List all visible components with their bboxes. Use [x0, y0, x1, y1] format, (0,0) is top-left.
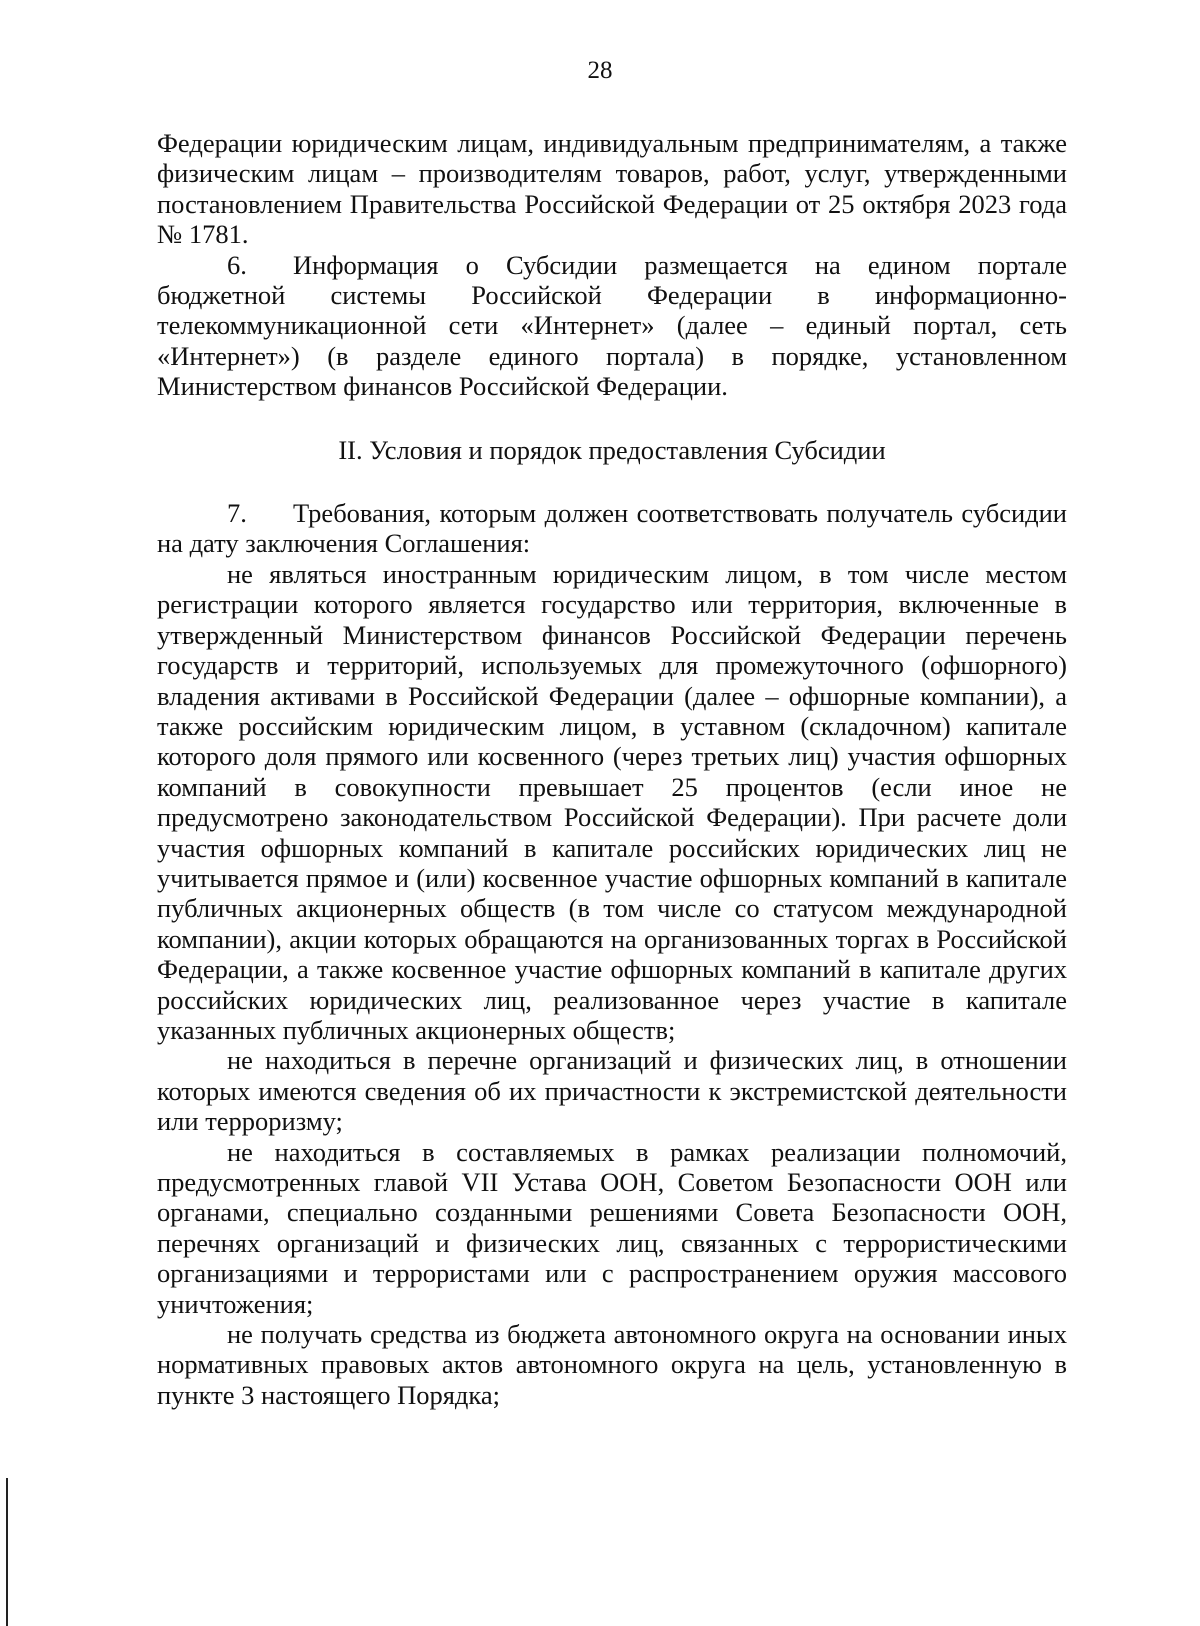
requirement-offshore: не являться иностранным юридическим лицом, в том числе местом регистрации которого является государство или территория, включенные в утвержденный Министерством финансов Российской Федерации перечень государств и территорий, используемых для промежуточного (офшорного) владения активами в Российской Федерации (далее – офшорные компании), а также российским юридическим лицом, в уставном (складочном) капитале которого доля прямого или косвенного (через третьих лиц) участия офшорных компаний в совокупности превышает 25 процентов (если иное не предусмотрено законодательством Российской Федерации). При расчете доли участия офшорных компаний в капитале российских юридических лиц не учитывается прямое и (или) косвенное участие офшорных компаний в капитале публичных акционерных обществ (в том числе со статусом международной компании), акции которых обращаются на организованных торгах в Российской Федерации, а также косвенное участие офшорных компаний в капитале других российских юридических лиц, реализованное через участие в капитале указанных публичных акционерных обществ;	[157, 558, 1067, 1045]
paragraph-7-text: Требования, которым должен соответствовать получатель субсидии на дату заключения Соглашения:	[157, 498, 1067, 559]
paragraph-6	[157, 250, 1067, 402]
document-body	[157, 128, 1067, 1410]
page-number: 28	[587, 57, 613, 84]
paragraph-6-text: Информация о Субсидии размещается на едином портале бюджетной системы Российской Федерации в информационно-телекоммуникационной сети «Интернет» (далее – единый портал, сеть «Интернет») (в разделе единого портала) в порядке, установленном Министерством финансов Российской Федерации.	[157, 249, 1067, 402]
paragraph-6-number: 6.	[227, 249, 247, 280]
section-heading: II. Условия и порядок предоставления Субсидии	[338, 434, 886, 465]
paragraph-7	[157, 498, 1067, 559]
requirement-extremism-list: не находиться в перечне организаций и физических лиц, в отношении которых имеются сведения об их причастности к экстремистской деятельности или терроризму;	[157, 1045, 1067, 1137]
paragraph-continuation: Федерации юридическим лицам, индивидуальным предпринимателям, а также физическим лицам – производителям товаров, работ, услуг, утвержденными постановлением Правительства Российской Федерации от 25 октября 2023 года № 1781.	[157, 128, 1067, 250]
scan-edge-mark	[6, 1478, 8, 1626]
requirement-no-other-funds: не получать средства из бюджета автономного округа на основании иных нормативных правовых актов автономного округа на цель, установленную в пункте 3 настоящего Порядка;	[157, 1319, 1067, 1410]
paragraph-7-number: 7.	[227, 498, 247, 529]
requirement-un-sanctions: не находиться в составляемых в рамках реализации полномочий, предусмотренных главой VII Устава ООН, Советом Безопасности ООН или органами, специально созданными решениями Совета Безопасности ООН, перечнях организаций и физических лиц, связанных с террористическими организациями и террористами или с распространением оружия массового уничтожения;	[157, 1136, 1067, 1319]
